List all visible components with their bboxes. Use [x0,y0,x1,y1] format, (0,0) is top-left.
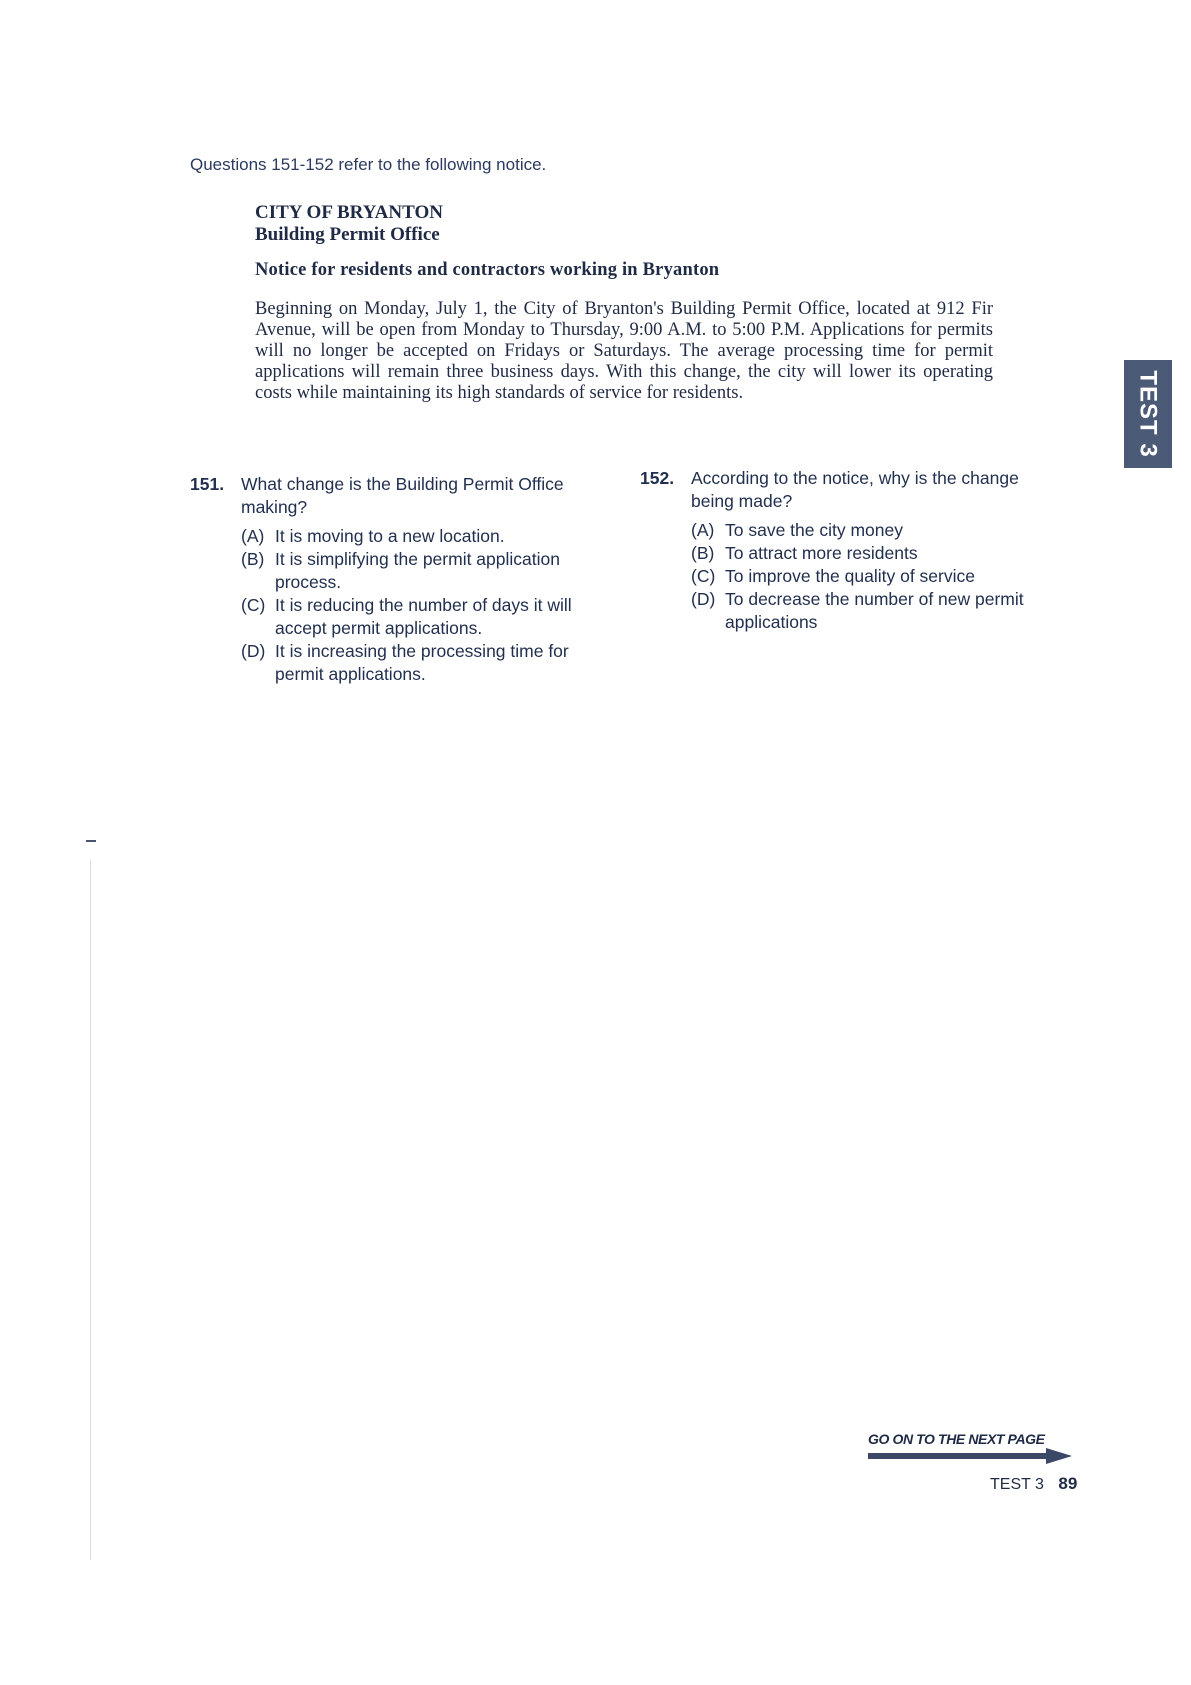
option-text: It is simplifying the permit application process. [275,549,560,592]
question-number: 151. [190,474,225,494]
test-section-tab-label: TEST 3 [1135,370,1163,458]
option-letter: (B) [241,549,265,569]
option-letter: (C) [691,566,716,586]
option-letter: (A) [241,526,265,546]
answer-option-b[interactable] [241,548,610,594]
question-152 [640,467,1060,634]
answer-option-c[interactable] [241,594,610,640]
test-section-tab [1124,360,1172,468]
notice-office-title: Building Permit Office [255,224,440,245]
answer-option-a[interactable] [691,519,1060,542]
notice-city-title: CITY OF BRYANTON [255,202,443,223]
answer-option-d[interactable] [691,588,1060,634]
right-arrow-icon [868,1450,1073,1462]
option-text: It is reducing the number of days it will accept permit applications. [275,595,572,638]
option-text: It is increasing the processing time for permit applications. [275,641,569,684]
answer-option-a[interactable] [241,525,610,548]
answer-options [691,519,1060,634]
answer-option-b[interactable] [691,542,1060,565]
question-number: 152. [640,468,675,488]
notice-passage [255,202,995,404]
go-next-page-label: GO ON TO THE NEXT PAGE [868,1431,1045,1447]
option-text: It is moving to a new location. [275,526,505,546]
answer-options [241,525,610,686]
option-text: To improve the quality of service [725,566,975,586]
arrow-shaft [868,1453,1048,1459]
margin-mark [86,840,96,842]
option-letter: (B) [691,543,715,563]
notice-heading: Notice for residents and contractors working in Bryanton [255,260,720,280]
option-text: To decrease the number of new permit applications [725,589,1024,632]
scan-edge-line [90,860,91,1560]
arrow-head [1046,1448,1072,1464]
go-next-page [868,1431,1073,1462]
notice-body: Beginning on Monday, July 1, the City of Bryanton's Building Permit Office, located at 912 Fir Avenue, will be open from Monday to Thursday, 9:00 A.M. to 5:00 P.M. Applications for permits will no longer be accepted on Fridays or Saturdays. The average processing time for permit applications will remain three business days. With this change, the city will lower its operating costs while maintaining its high standards of service for residents. [255,299,993,403]
option-letter: (A) [691,520,715,540]
answer-option-c[interactable] [691,565,1060,588]
answer-option-d[interactable] [241,640,610,686]
question-151 [190,473,610,686]
option-letter: (C) [241,595,266,615]
page-number: 89 [1058,1474,1078,1493]
option-letter: (D) [691,589,716,609]
footer-test-label: TEST 3 [990,1476,1044,1493]
question-stem: What change is the Building Permit Office making? [241,474,564,517]
option-letter: (D) [241,641,266,661]
option-text: To attract more residents [725,543,918,563]
option-text: To save the city money [725,520,903,540]
page-footer [990,1474,1077,1494]
passage-intro: Questions 151-152 refer to the following notice. [190,155,547,174]
question-stem: According to the notice, why is the change being made? [691,468,1019,511]
